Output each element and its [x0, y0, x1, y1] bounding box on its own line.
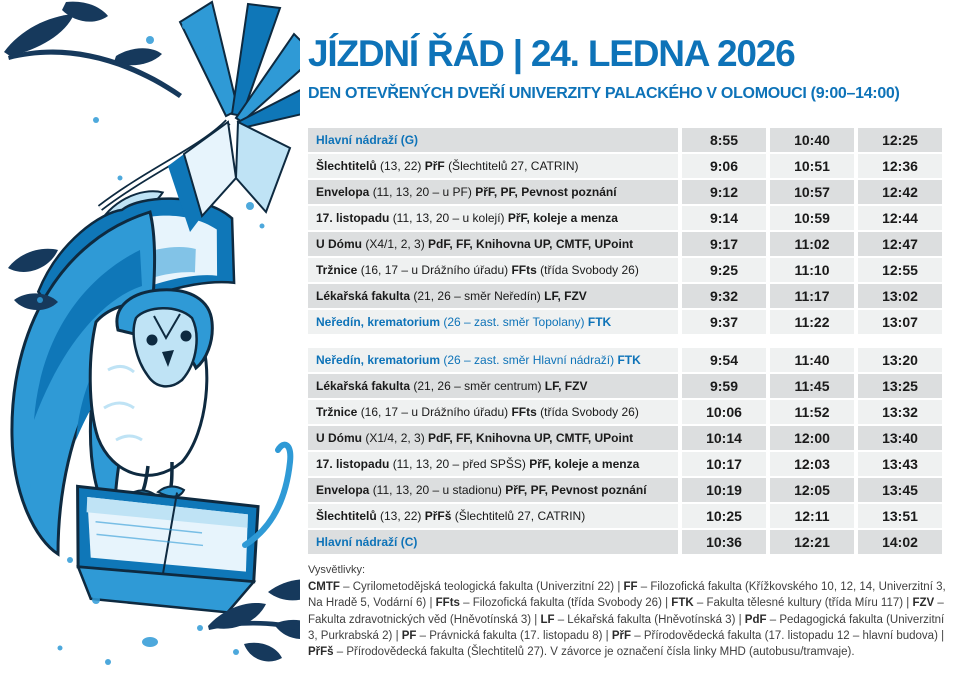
- departure-time: 9:17: [682, 232, 766, 256]
- departure-time: 9:59: [682, 374, 766, 398]
- departure-time: 11:10: [770, 258, 854, 282]
- departure-time: 10:17: [682, 452, 766, 476]
- flying-book-right: [168, 2, 300, 232]
- legend-heading: Vysvětlivky:: [308, 564, 366, 576]
- departure-time: 13:20: [858, 348, 942, 372]
- departure-time: 12:00: [770, 426, 854, 450]
- stop-name: Envelopa (11, 13, 20 – u stadionu) PřF, PF, Pevnost poznání: [308, 478, 678, 502]
- stop-name: 17. listopadu (11, 13, 20 – před SPŠS) PřF, koleje a menza: [308, 452, 678, 476]
- departure-time: 10:06: [682, 400, 766, 424]
- timetable-row: [308, 426, 950, 450]
- leaf-sprig-top-left: [4, 2, 182, 98]
- departure-time: 9:12: [682, 180, 766, 204]
- departure-time: 14:02: [858, 530, 942, 554]
- stop-name: 17. listopadu (11, 13, 20 – u kolejí) PřF, koleje a menza: [308, 206, 678, 230]
- stop-name: Tržnice (16, 17 – u Drážního úřadu) FFts (třída Svobody 26): [308, 258, 678, 282]
- owl-books-illustration: [0, 0, 300, 678]
- departure-time: 10:51: [770, 154, 854, 178]
- timetable-row: [308, 154, 950, 178]
- departure-time: 13:32: [858, 400, 942, 424]
- stop-name: Šlechtitelů (13, 22) PřF (Šlechtitelů 27, CATRIN): [308, 154, 678, 178]
- departure-time: 13:43: [858, 452, 942, 476]
- page-subtitle: DEN OTEVŘENÝCH DVEŘÍ UNIVERZITY PALACKÉHO V OLOMOUCI (9:00–14:00): [308, 85, 900, 102]
- departure-time: 10:59: [770, 206, 854, 230]
- departure-time: 9:14: [682, 206, 766, 230]
- departure-time: 12:47: [858, 232, 942, 256]
- departure-time: 12:03: [770, 452, 854, 476]
- departure-time: 10:14: [682, 426, 766, 450]
- stop-name: Hlavní nádraží (C): [308, 530, 678, 554]
- departure-time: 12:25: [858, 128, 942, 152]
- departure-time: 10:40: [770, 128, 854, 152]
- stop-name: U Dómu (X1/4, 2, 3) PdF, FF, Knihovna UP, CMTF, UPoint: [308, 426, 678, 450]
- departure-time: 10:57: [770, 180, 854, 204]
- stop-name: Lékařská fakulta (21, 26 – směr centrum) LF, FZV: [308, 374, 678, 398]
- timetable-row: [308, 206, 950, 230]
- departure-time: 12:42: [858, 180, 942, 204]
- legend: [308, 564, 950, 661]
- stop-name: Envelopa (11, 13, 20 – u PF) PřF, PF, Pevnost poznání: [308, 180, 678, 204]
- departure-time: 12:05: [770, 478, 854, 502]
- departure-time: 12:55: [858, 258, 942, 282]
- departure-time: 11:52: [770, 400, 854, 424]
- departure-time: 13:02: [858, 284, 942, 308]
- departure-time: 12:44: [858, 206, 942, 230]
- stop-name: Tržnice (16, 17 – u Drážního úřadu) FFts (třída Svobody 26): [308, 400, 678, 424]
- departure-time: 10:25: [682, 504, 766, 528]
- timetable-row: [308, 180, 950, 204]
- content-column: [308, 32, 950, 661]
- timetable-return: [308, 348, 950, 554]
- departure-time: 11:17: [770, 284, 854, 308]
- departure-time: 9:54: [682, 348, 766, 372]
- stop-name: Hlavní nádraží (G): [308, 128, 678, 152]
- departure-time: 12:36: [858, 154, 942, 178]
- departure-time: 13:40: [858, 426, 942, 450]
- legend-text: CMTF – Cyrilometodějská teologická fakulta (Univerzitní 22) | FF – Filozofická fakulta (Křížkovského 10, 12, 14, Univerzitní 3, Na Hradě 5, Vodární 6) | FFts – Filozofická fakulta (třída Svobody 26) | FTK – Fakulta tělesné kultury (třída Míru 117) | FZV – Fakulta zdravotnických věd (Hněvotínská 3) | LF – Lékařská fakulta (Hněvotínská 3) | PdF – Pedagogická fakulta (Univerzitní 3, Purkrabská 2) | PF – Právnická fakulta (17. listopadu 8) | PřF – Přírodovědecká fakulta (17. listopadu 12 – hlavní budova) | PřFš – Přírodovědecká fakulta (Šlechtitelů 27). V závorce je označení čísla linky MHD (autobusu/tramvaje).: [308, 581, 946, 659]
- timetable-row: [308, 348, 950, 372]
- stop-name: Neředín, krematorium (26 – zast. směr Hlavní nádraží) FTK: [308, 348, 678, 372]
- stop-name: Šlechtitelů (13, 22) PřFš (Šlechtitelů 27, CATRIN): [308, 504, 678, 528]
- departure-time: 10:19: [682, 478, 766, 502]
- departure-time: 12:21: [770, 530, 854, 554]
- departure-time: 13:51: [858, 504, 942, 528]
- departure-time: 11:22: [770, 310, 854, 334]
- timetable-row: [308, 232, 950, 256]
- timetable-row: [308, 400, 950, 424]
- stop-name: Lékařská fakulta (21, 26 – směr Neředín) LF, FZV: [308, 284, 678, 308]
- departure-time: 11:40: [770, 348, 854, 372]
- page-title: JÍZDNÍ ŘÁD | 24. LEDNA 2026: [308, 33, 795, 74]
- stop-name: U Dómu (X4/1, 2, 3) PdF, FF, Knihovna UP, CMTF, UPoint: [308, 232, 678, 256]
- timetable-row: [308, 452, 950, 476]
- timetable-outbound: [308, 128, 950, 334]
- timetable-row: [308, 504, 950, 528]
- departure-time: 11:45: [770, 374, 854, 398]
- departure-time: 9:32: [682, 284, 766, 308]
- departure-time: 10:36: [682, 530, 766, 554]
- departure-time: 13:07: [858, 310, 942, 334]
- departure-time: 9:06: [682, 154, 766, 178]
- departure-time: 11:02: [770, 232, 854, 256]
- timetable-row: [308, 530, 950, 554]
- stop-name: Neředín, krematorium (26 – zast. směr Topolany) FTK: [308, 310, 678, 334]
- timetable-row: [308, 374, 950, 398]
- timetable-row: [308, 128, 950, 152]
- departure-time: 13:45: [858, 478, 942, 502]
- timetable-row: [308, 284, 950, 308]
- departure-time: 13:25: [858, 374, 942, 398]
- timetable-row: [308, 310, 950, 334]
- timetable-row: [308, 258, 950, 282]
- departure-time: 9:25: [682, 258, 766, 282]
- departure-time: 8:55: [682, 128, 766, 152]
- departure-time: 9:37: [682, 310, 766, 334]
- timetable-row: [308, 478, 950, 502]
- departure-time: 12:11: [770, 504, 854, 528]
